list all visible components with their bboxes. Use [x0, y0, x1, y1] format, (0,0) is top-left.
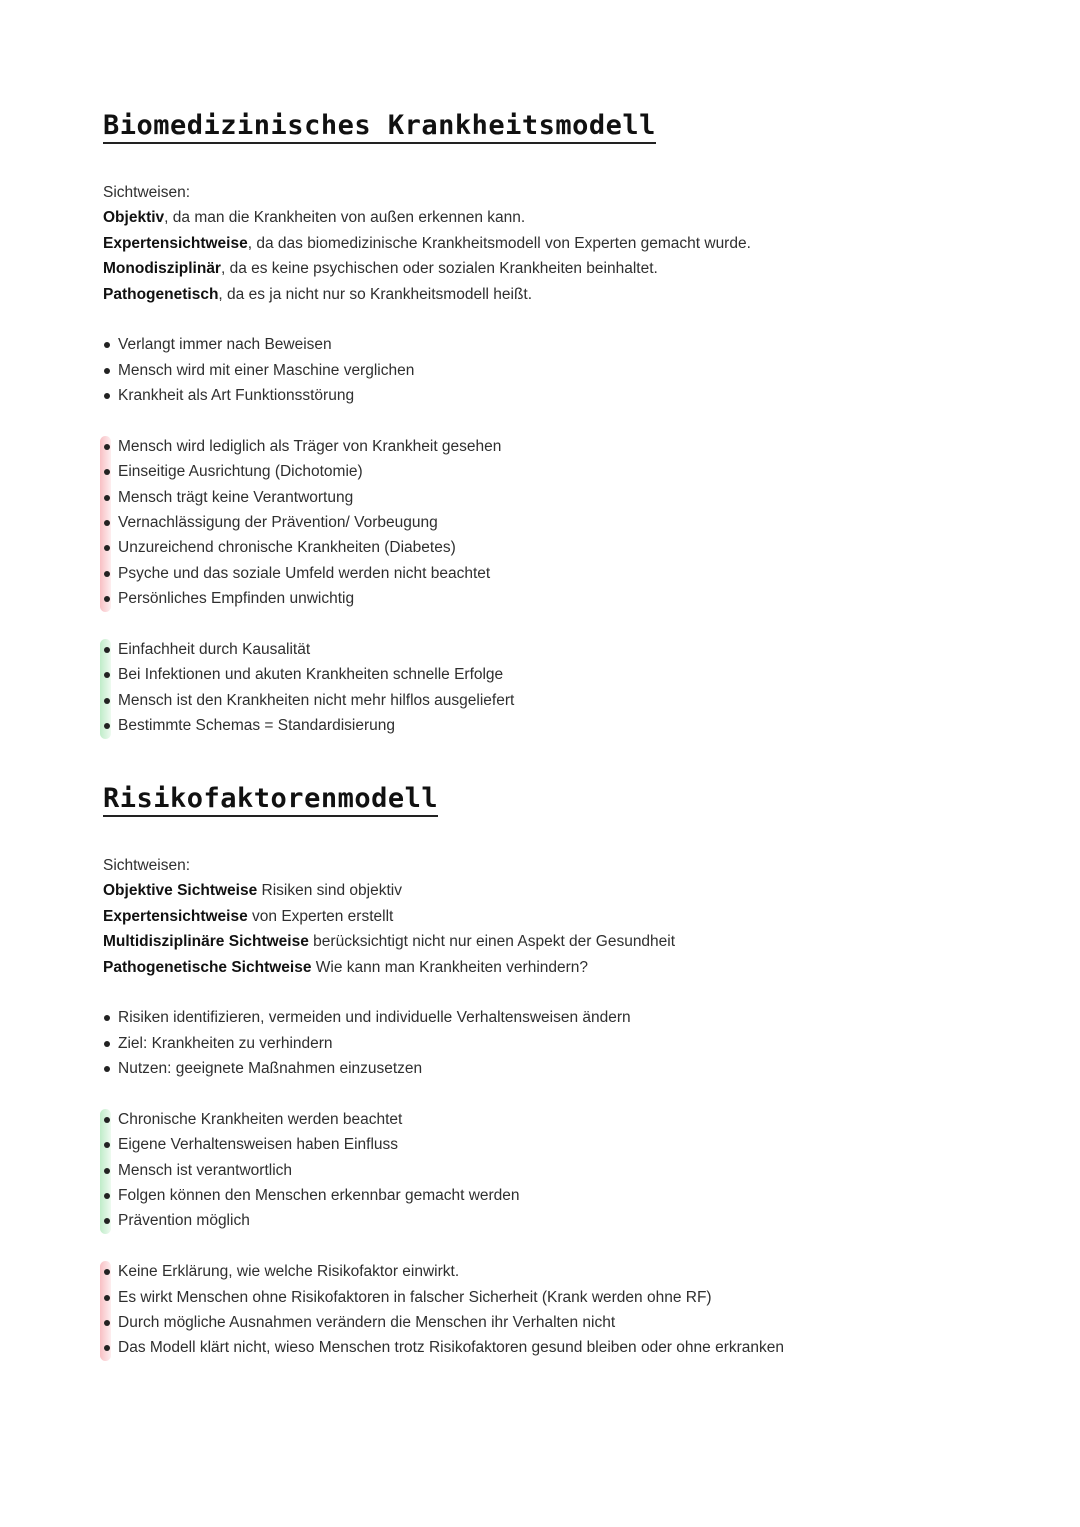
- bullet-icon: [104, 596, 110, 602]
- bullet-icon: [104, 672, 110, 678]
- bullet-icon: [104, 1041, 110, 1047]
- list-item: Durch mögliche Ausnahmen verändern die Menschen ihr Verhalten nicht: [103, 1310, 1003, 1335]
- features-list: [103, 1005, 1003, 1081]
- views-list: [103, 205, 1003, 307]
- list-item: Chronische Krankheiten werden beachtet: [103, 1107, 1003, 1132]
- list-item: Einfachheit durch Kausalität: [103, 637, 1003, 662]
- bullet-icon: [104, 495, 110, 501]
- section-risk-factor-model: [103, 783, 1003, 1361]
- bullet-icon: [104, 444, 110, 450]
- bullet-icon: [104, 723, 110, 729]
- bullet-icon: [104, 1218, 110, 1224]
- list-item: Risiken identifizieren, vermeiden und individuelle Verhaltensweisen ändern: [103, 1005, 1003, 1030]
- view-item: Multidisziplinäre Sichtweise berücksichtigt nicht nur einen Aspekt der Gesundheit: [103, 933, 676, 951]
- bullet-icon: [104, 1269, 110, 1275]
- bullet-icon: [104, 545, 110, 551]
- views-list: [103, 878, 1003, 980]
- list-item: Nutzen: geeignete Maßnahmen einzusetzen: [103, 1056, 1003, 1081]
- bullet-icon: [104, 1117, 110, 1123]
- view-item: Pathogenetische Sichtweise Wie kann man Krankheiten verhindern?: [103, 958, 589, 976]
- section-title: Biomedizinisches Krankheitsmodell: [103, 110, 656, 144]
- list-item: Mensch ist verantwortlich: [103, 1158, 1003, 1183]
- views-intro: Sichtweisen:: [103, 184, 191, 201]
- negatives-list: [103, 1259, 1003, 1361]
- bullet-icon: [104, 520, 110, 526]
- bullet-icon: [104, 647, 110, 653]
- positives-list: [103, 637, 1003, 739]
- list-item: Bestimmte Schemas = Standardisierung: [103, 713, 1003, 738]
- list-item: Psyche und das soziale Umfeld werden nicht beachtet: [103, 561, 1003, 586]
- list-item: Mensch trägt keine Verantwortung: [103, 485, 1003, 510]
- features-list: [103, 332, 1003, 408]
- list-item: Ziel: Krankheiten zu verhindern: [103, 1031, 1003, 1056]
- view-item: Monodisziplinär, da es keine psychischen oder sozialen Krankheiten beinhaltet.: [103, 260, 658, 278]
- bullet-icon: [104, 698, 110, 704]
- bullet-icon: [104, 1015, 110, 1021]
- view-item: Expertensichtweise von Experten erstellt: [103, 907, 394, 925]
- list-item: Verlangt immer nach Beweisen: [103, 332, 1003, 357]
- list-item: Mensch wird lediglich als Träger von Krankheit gesehen: [103, 434, 1003, 459]
- list-item: Das Modell klärt nicht, wieso Menschen trotz Risikofaktoren gesund bleiben oder ohne erkranken: [103, 1335, 1003, 1360]
- views-intro: Sichtweisen:: [103, 857, 191, 874]
- negatives-list: [103, 434, 1003, 612]
- list-item: Folgen können den Menschen erkennbar gemacht werden: [103, 1183, 1003, 1208]
- view-item: Objektiv, da man die Krankheiten von außen erkennen kann.: [103, 209, 526, 227]
- bullet-icon: [104, 1168, 110, 1174]
- bullet-icon: [104, 1320, 110, 1326]
- bullet-icon: [104, 342, 110, 348]
- bullet-icon: [104, 368, 110, 374]
- view-item: Pathogenetisch, da es ja nicht nur so Krankheitsmodell heißt.: [103, 285, 533, 303]
- list-item: Es wirkt Menschen ohne Risikofaktoren in falscher Sicherheit (Krank werden ohne RF): [103, 1285, 1003, 1310]
- bullet-icon: [104, 1345, 110, 1351]
- list-item: Persönliches Empfinden unwichtig: [103, 586, 1003, 611]
- list-item: Bei Infektionen und akuten Krankheiten schnelle Erfolge: [103, 662, 1003, 687]
- section-title: Risikofaktorenmodell: [103, 783, 438, 817]
- bullet-icon: [104, 469, 110, 475]
- list-item: Prävention möglich: [103, 1208, 1003, 1233]
- list-item: Einseitige Ausrichtung (Dichotomie): [103, 459, 1003, 484]
- positives-list: [103, 1107, 1003, 1234]
- list-item: Mensch ist den Krankheiten nicht mehr hilflos ausgeliefert: [103, 688, 1003, 713]
- list-item: Unzureichend chronische Krankheiten (Diabetes): [103, 535, 1003, 560]
- section-biomedical-model: [103, 110, 1003, 739]
- bullet-icon: [104, 1295, 110, 1301]
- bullet-icon: [104, 571, 110, 577]
- view-item: Expertensichtweise, da das biomedizinische Krankheitsmodell von Experten gemacht wurde.: [103, 234, 751, 252]
- bullet-icon: [104, 1193, 110, 1199]
- bullet-icon: [104, 1142, 110, 1148]
- list-item: Krankheit als Art Funktionsstörung: [103, 383, 1003, 408]
- list-item: Eigene Verhaltensweisen haben Einfluss: [103, 1132, 1003, 1157]
- list-item: Mensch wird mit einer Maschine verglichen: [103, 358, 1003, 383]
- bullet-icon: [104, 1066, 110, 1072]
- list-item: Keine Erklärung, wie welche Risikofaktor einwirkt.: [103, 1259, 1003, 1284]
- bullet-icon: [104, 393, 110, 399]
- list-item: Vernachlässigung der Prävention/ Vorbeugung: [103, 510, 1003, 535]
- view-item: Objektive Sichtweise Risiken sind objektiv: [103, 882, 402, 900]
